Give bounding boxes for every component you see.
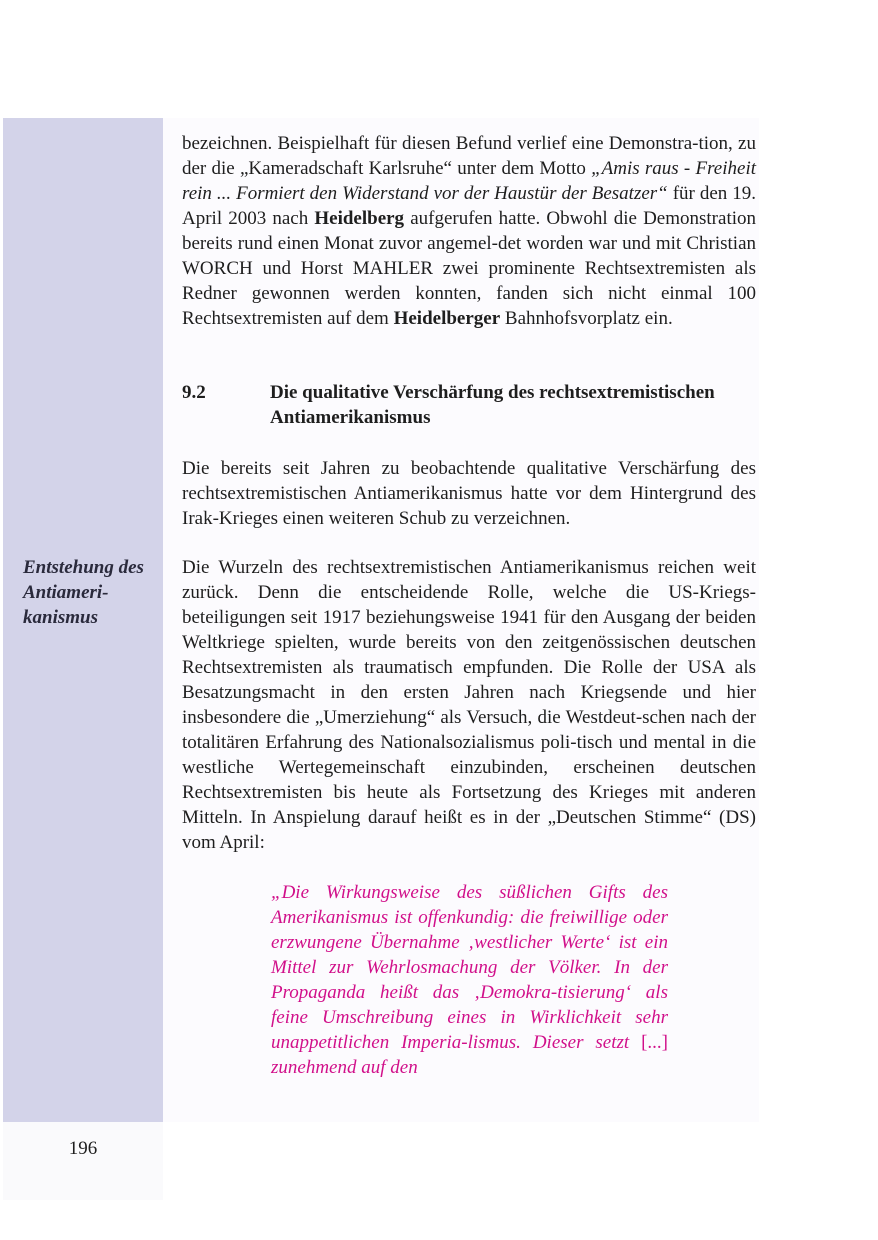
paragraph-1-text-a: bezeichnen. Beispielhaft für diesen Befund verlief eine Demonstra-tion, zu der die „Kameradschaft Karlsruhe“ unter dem Motto — [182, 133, 756, 179]
page-number: 196 — [68, 1138, 98, 1159]
motto-quote: „Amis raus - Freiheit rein ... Formiert den Widerstand vor der Haustür der Besatzer“ — [182, 158, 756, 204]
quote-text-b: zunehmend auf den — [271, 1057, 418, 1078]
margin-note: Entstehung des Antiameri-kanismus — [23, 557, 144, 628]
block-quote — [271, 880, 668, 1080]
place-heidelberger: Heidelberger — [393, 308, 501, 329]
section-title: Die qualitative Verschärfung des rechtsextremistischen Antiamerikanismus — [270, 382, 715, 428]
paragraph-1-text-c: aufgerufen hatte. Obwohl die Demonstration bereits rund einen Monat zuvor angemel-det worden war und mit Christian WORCH und Horst MAHLER zwei prominente Rechtsextremisten als Redner gewonnen werden konnten, fanden sich nicht einmal 100 Rechtsextremisten auf dem — [182, 208, 756, 329]
paragraph-1-text-b: für den 19. April 2003 nach — [182, 183, 756, 229]
quote-text-a: „Die Wirkungsweise des süßlichen Gifts des Amerikanismus ist offenkundig: die freiwillige oder erzwungene Übernahme ‚westlicher Werte‘ ist ein Mittel zur Wehrlosmachung der Völker. In der Propaganda heißt das ‚Demokra-tisierung‘ als feine Umschreibung eines in Wirklichkeit sehr unappetitlichen Imperia-lismus. Dieser setzt — [271, 882, 668, 1053]
place-heidelberg: Heidelberg — [314, 208, 405, 229]
page-footer — [3, 1122, 163, 1200]
paragraph-1-text-d: Bahnhofsvorplatz ein. — [500, 308, 673, 329]
paragraph-2: Die bereits seit Jahren zu beobachtende qualitative Verschärfung des rechtsextremistischen Antiamerikanismus hatte vor dem Hintergrund des Irak-Krieges einen weiteren Schub zu verzeichnen. — [182, 458, 756, 529]
paragraph-3: Die Wurzeln des rechtsextremistischen Antiamerikanismus reichen weit zurück. Denn die entscheidende Rolle, welche die US-Kriegs-beteiligungen seit 1917 beziehungsweise 1941 für den Ausgang der beiden Weltkriege spielten, wurde bereits von den zeitgenössischen deutschen Rechtsextremisten als traumatisch empfunden. Die Rolle der USA als Besatzungsmacht in den ersten Jahren nach Kriegsende und hier insbesondere die „Umerziehung“ als Versuch, die Westdeut-schen nach der totalitären Erfahrung des Nationalsozialismus poli-tisch und mental in die westliche Wertegemeinschaft einzubinden, erscheinen deutschen Rechtsextremisten bis heute als Fortsetzung des Krieges mit anderen Mitteln. In Anspielung darauf heißt es in der „Deutschen Stimme“ (DS) vom April: — [182, 557, 756, 853]
section-number: 9.2 — [182, 382, 206, 403]
quote-ellipsis: [...] — [641, 1032, 668, 1053]
paragraph-1 — [182, 131, 756, 331]
